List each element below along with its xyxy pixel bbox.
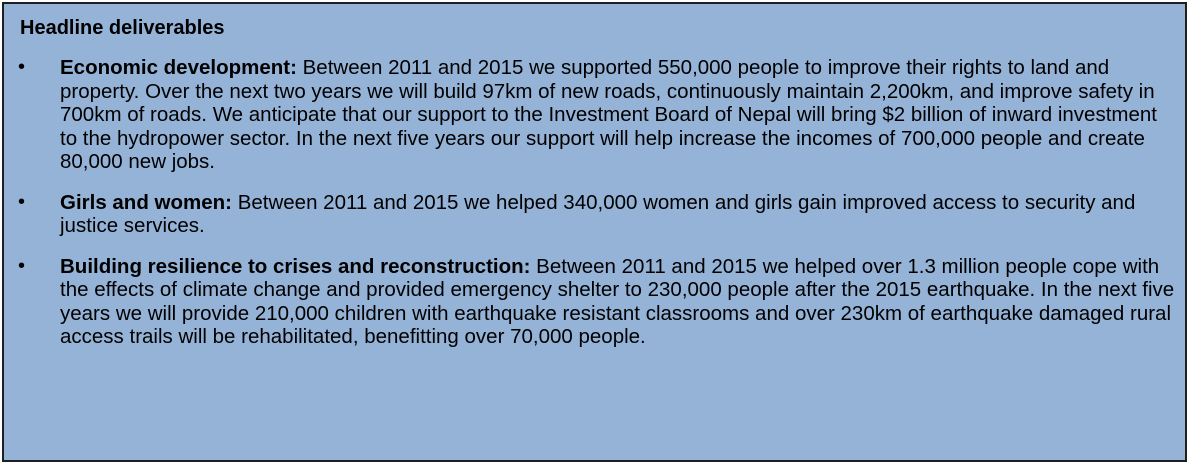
headline-deliverables-box (2, 2, 1187, 462)
list-item-economic-development (4, 56, 1185, 174)
item-lead: Economic development: (60, 56, 297, 79)
item-text: Between 2011 and 2015 we helped over 1.3 million people cope with the effects of climate change and provided emergency shelter to 230,000 people after the 2015 earthquake. In the next five years we will provide 210,000 children with earthquake resistant classrooms and over 230km of earthquake damaged rural access trails will be rehabilitated, benefitting over 70,000 people. (60, 254, 1175, 348)
item-lead: Girls and women: (60, 190, 232, 214)
list-item-girls-and-women (4, 191, 1185, 238)
bullet-icon: • (18, 56, 26, 78)
bullet-icon: • (18, 254, 26, 277)
box-heading: Headline deliverables (20, 17, 225, 39)
item-lead: Building resilience to crises and reconstruction: (60, 254, 531, 278)
item-text: Between 2011 and 2015 we supported 550,000 people to improve their rights to land and property. Over the next two years we will build 97km of new roads, continuously maintain 2,200km, and improve safety in 700km of roads. We anticipate that our support to the Investment Board of Nepal will bring $2 billion of inward investment to the hydropower sector. In the next five years our support will help increase the incomes of 700,000 people and create 80,000 new jobs. (60, 56, 1157, 173)
deliverables-list (4, 56, 1185, 366)
bullet-icon: • (18, 190, 26, 213)
list-item-building-resilience (4, 255, 1185, 349)
item-text: Between 2011 and 2015 we helped 340,000 women and girls gain improved access to security and justice services. (60, 190, 1136, 237)
